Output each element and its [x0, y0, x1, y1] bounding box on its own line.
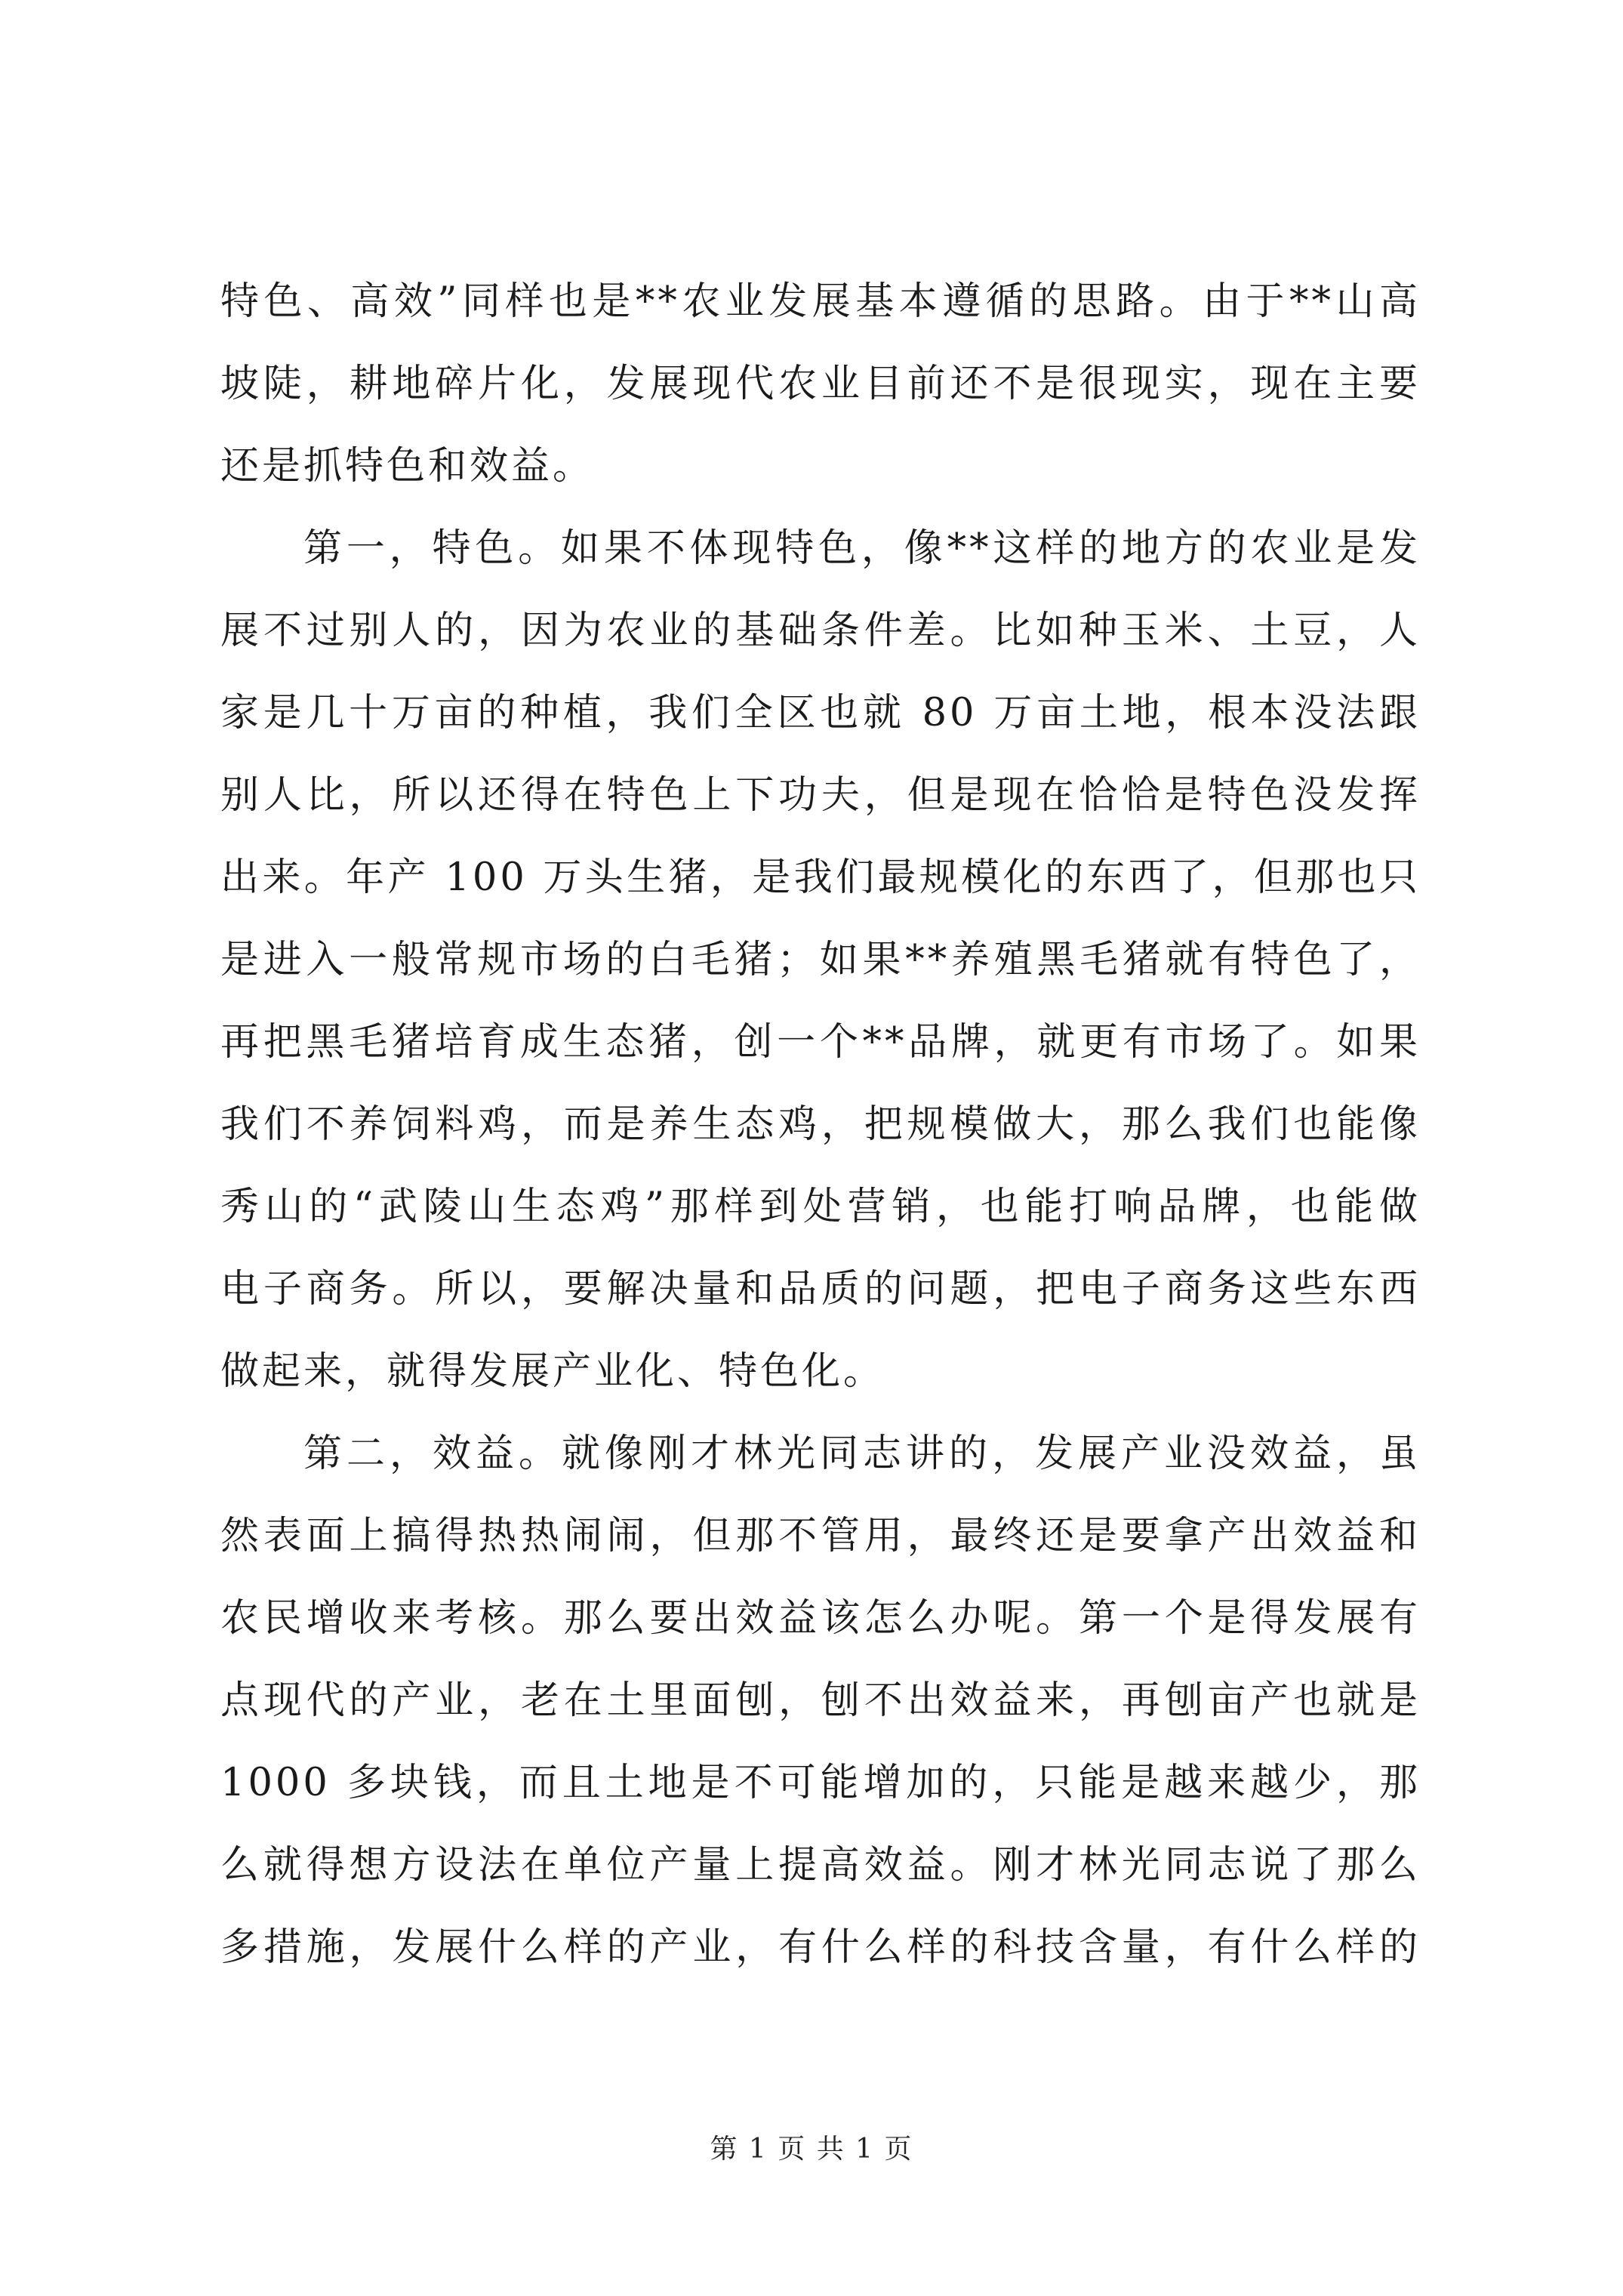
text-line: 么就得想方设法在单位产量上提高效益。刚才林光同志说了那么 — [220, 1843, 1421, 1888]
page-number-footer: 第 1 页 共 1 页 — [710, 2134, 913, 2165]
text-line: 展不过别人的，因为农业的基础条件差。比如种玉米、土豆，人 — [220, 609, 1421, 653]
text-line: 做起来，就得发展产业化、特色化。 — [220, 1349, 885, 1394]
text-line: 别人比，所以还得在特色上下功夫，但是现在恰恰是特色没发挥 — [220, 773, 1421, 818]
text-line: 电子商务。所以，要解决量和品质的问题，把电子商务这些东西 — [220, 1267, 1421, 1311]
text-line: 农民增收来考核。那么要出效益该怎么办呢。第一个是得发展有 — [220, 1596, 1421, 1641]
text-line: 秀山的“武陵山生态鸡”那样到处营销，也能打响品牌，也能做 — [220, 1185, 1421, 1229]
text-line: 是进入一般常规市场的白毛猪；如果**养殖黑毛猪就有特色了， — [220, 938, 1421, 982]
text-line: 再把黑毛猪培育成生态猪，创一个**品牌，就更有市场了。如果 — [220, 1020, 1421, 1065]
text-line: 然表面上搞得热热闹闹，但那不管用，最终还是要拿产出效益和 — [220, 1514, 1421, 1558]
text-line: 家是几十万亩的种植，我们全区也就 80 万亩土地，根本没法跟 — [220, 691, 1421, 735]
text-line: 我们不养饲料鸡，而是养生态鸡，把规模做大，那么我们也能像 — [220, 1102, 1421, 1147]
text-line: 点现代的产业，老在土里面刨，刨不出效益来，再刨亩产也就是 — [220, 1678, 1421, 1723]
text-line: 出来。年产 100 万头生猪，是我们最规模化的东西了，但那也只 — [220, 855, 1421, 900]
body-text — [220, 260, 1421, 1989]
text-line: 还是抓特色和效益。 — [220, 444, 595, 488]
text-line: 1000 多块钱，而且土地是不可能增加的，只能是越来越少，那 — [220, 1761, 1421, 1805]
text-line: 特色、高效”同样也是**农业发展基本遵循的思路。由于**山高 — [220, 279, 1421, 324]
text-line: 坡陡，耕地碎片化，发展现代农业目前还不是很现实，现在主要 — [220, 362, 1421, 406]
text-line: 多措施，发展什么样的产业，有什么样的科技含量，有什么样的 — [220, 1925, 1421, 1970]
paragraph-first-line: 第一，特色。如果不体现特色，像**这样的地方的农业是发 — [303, 526, 1421, 571]
paragraph-first-line: 第二，效益。就像刚才林光同志讲的，发展产业没效益，虽 — [303, 1432, 1421, 1476]
